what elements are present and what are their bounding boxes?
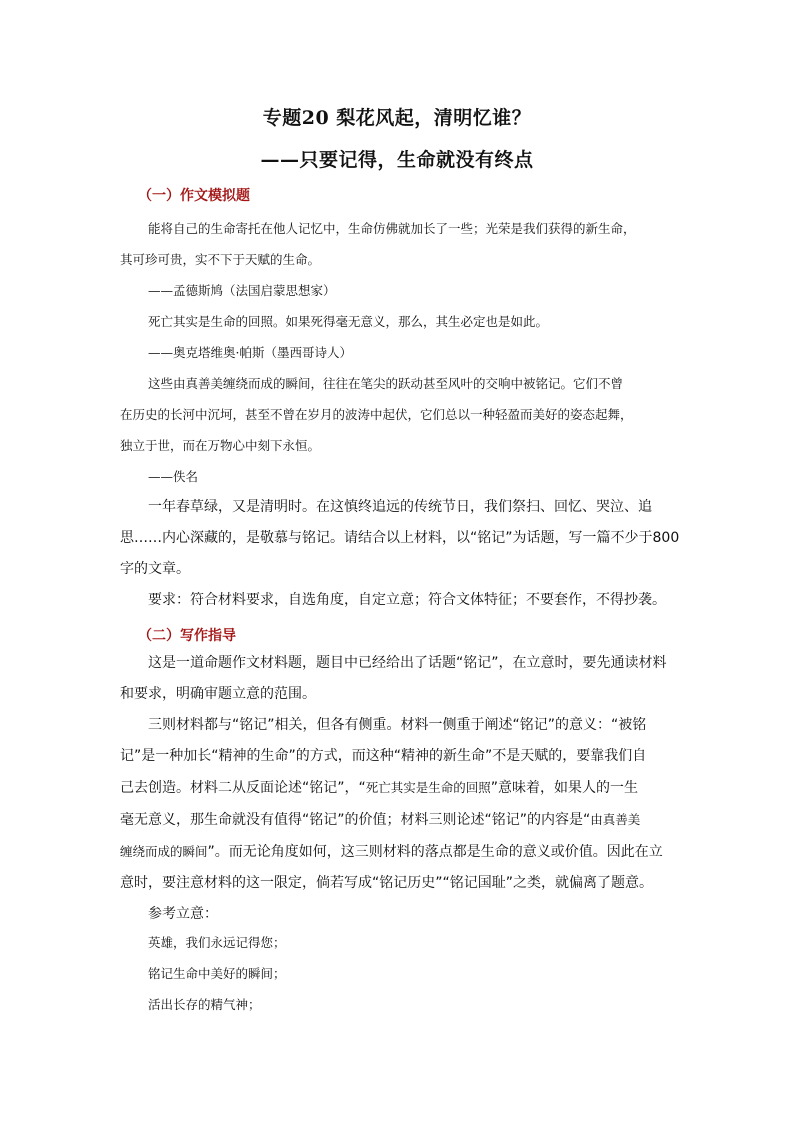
guidance-p2-line-5b: ”。而无论角度如何，这三则材料的落点都是生命的意义或价值。因此在立 — [207, 844, 663, 860]
quote-3-line-3: 独立于世，而在万物心中刻下永恒。 — [120, 438, 321, 453]
quote-1-line-2: 其可珍可贵，实不下于天赋的生命。 — [120, 252, 321, 267]
prompt-block — [120, 492, 680, 616]
guidance-p2-line-4a: 毫无意义，那生命就没有值得“铭记”的价值；材料三则论述“铭记”的内容是“ — [120, 812, 591, 828]
guidance-p1-line-2: 和要求，明确审题立意的范围。 — [120, 686, 316, 702]
reference-item-2: 铭记生命中美好的瞬间； — [148, 966, 286, 981]
quote-2-text: 死亡其实是生命的回照。如果死得毫无意义，那么，其生必定也是如此。 — [148, 314, 549, 329]
guidance-p1-line-1: 这是一道命题作文材料题，题目中已经给出了话题“铭记”，在立意时，要先通读材料 — [148, 655, 667, 671]
guidance-block — [120, 648, 680, 930]
requirement: 要求：符合材料要求，自选角度，自定立意；符合文体特征；不要套作，不得抄袭。 — [148, 592, 666, 608]
guidance-p2-line-5-quote: 缠绕而成的瞬间 — [120, 844, 208, 859]
reference-item-3: 活出长存的精气神； — [148, 997, 261, 1012]
prompt-line-3: 字的文章。 — [120, 561, 190, 577]
guidance-p2-line-4 — [120, 804, 680, 836]
guidance-p2-line-5 — [120, 836, 680, 868]
guidance-p2-line-3-quote: 死亡其实是生命的回照 — [365, 780, 491, 795]
reference-item-1: 英雄，我们永远记得您； — [148, 935, 286, 950]
guidance-p2-line-6: 意时，要注意材料的这一限定，倘若写成“铭记历史”“铭记国耻”之类，就偏离了题意。 — [120, 875, 654, 891]
title-main: 专题20 梨花风起，清明忆谁？ — [262, 107, 532, 129]
section-heading-2: （二）写作指导 — [138, 628, 236, 644]
quote-1 — [120, 213, 680, 492]
guidance-p2-line-3 — [120, 772, 680, 804]
quote-1-line-1: 能将自己的生命寄托在他人记忆中，生命仿佛就加长了一些；光荣是我们获得的新生命， — [148, 221, 636, 236]
quote-1-author: ——孟德斯鸠（法国启蒙思想家） — [148, 283, 336, 298]
guidance-p2-line-4-quote: 由真善美 — [590, 812, 641, 827]
reference-list — [120, 927, 680, 1020]
quote-3-line-1: 这些由真善美缠绕而成的瞬间，往往在笔尖的跃动甚至风叶的交响中被铭记。它们不曾 — [148, 376, 624, 391]
section-heading-1: （一）作文模拟题 — [138, 188, 250, 204]
quote-3-author: ——佚名 — [148, 469, 199, 484]
guidance-p2-line-3a: 己去创造。材料二从反面论述“铭记”，“ — [120, 780, 366, 796]
guidance-p2-line-2: 记”是一种加长“精神的生命”的方式，而这种“精神的新生命”不是天赋的，要靠我们自 — [120, 748, 647, 764]
title-subtitle: ——只要记得，生命就没有终点 — [260, 149, 534, 171]
guidance-p2-line-1: 三则材料都与“铭记”相关，但各有侧重。材料一侧重于阐述“铭记”的意义：“被铭 — [148, 717, 647, 733]
prompt-line-1: 一年春草绿，又是清明时。在这慎终追远的传统节日，我们祭扫、回忆、哭泣、追 — [148, 499, 652, 515]
guidance-p2-line-3c: ”意味着，如果人的一生 — [490, 780, 639, 796]
reference-label: 参考立意： — [148, 906, 218, 922]
quote-3-line-2: 在历史的长河中沉坷，甚至不曾在岁月的波涛中起伏，它们总以一种轻盈而美好的姿态起舞， — [120, 407, 633, 422]
prompt-line-2: 思……内心深藏的，是敬慕与铭记。请结合以上材料，以“铭记”为话题，写一篇不少于800 — [120, 530, 680, 546]
quote-2-author: ——奥克塔维奥·帕斯（墨西哥诗人） — [148, 345, 352, 360]
